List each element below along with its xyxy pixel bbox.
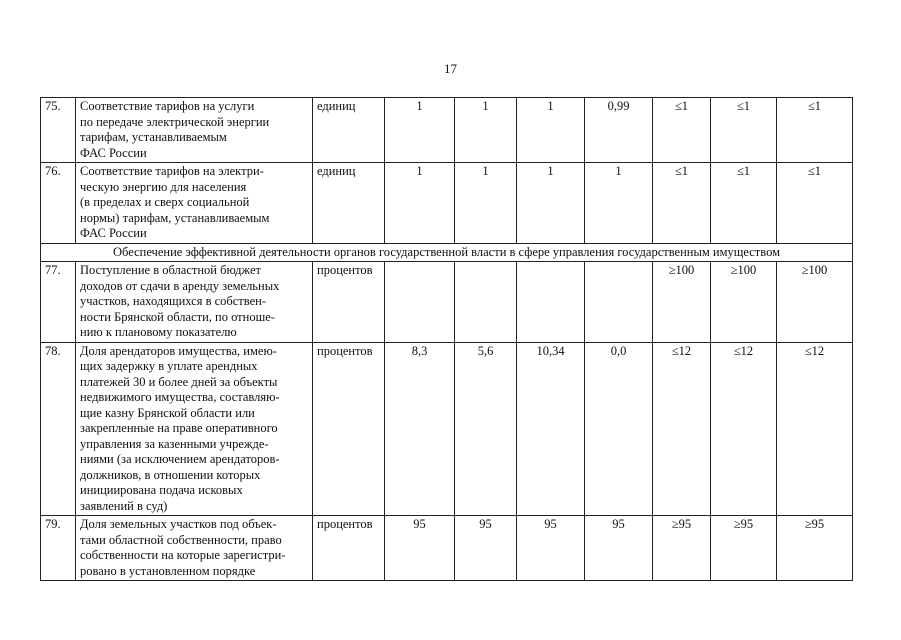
- indicator-name-line: ческую энергию для населения: [80, 179, 247, 194]
- indicator-name: [76, 516, 313, 581]
- value-cell: ≥95: [777, 516, 853, 581]
- indicator-name-line: инициирована подача исковых: [80, 483, 243, 497]
- indicator-name-line: управления за казенными учрежде-: [80, 436, 269, 451]
- value-cell: ≤12: [777, 342, 853, 516]
- value-cell: ≤1: [777, 98, 853, 163]
- indicator-name-line: Соответствие тарифов на электри-: [80, 164, 264, 178]
- value-cell: ≤1: [711, 163, 777, 244]
- indicator-name-line: Доля арендаторов имущества, имею-: [80, 343, 277, 358]
- indicator-name-line: ровано в установленном порядке: [80, 563, 256, 578]
- section-title: Обеспечение эффективной деятельности органов государственной власти в сфере управления государственным имуществом: [41, 243, 853, 262]
- value-cell: ≤1: [711, 98, 777, 163]
- indicator-name-line: ности Брянской области, по отноше-: [80, 309, 275, 324]
- value-cell: ≤12: [653, 342, 711, 516]
- table-row: [41, 163, 853, 244]
- value-cell: 95: [585, 516, 653, 581]
- value-cell: 1: [385, 163, 455, 244]
- value-cell: 8,3: [385, 342, 455, 516]
- unit-cell: процентов: [313, 516, 385, 581]
- indicator-name-line: нию к плановому показателю: [80, 325, 237, 339]
- value-cell: [455, 262, 517, 343]
- value-cell: 1: [517, 98, 585, 163]
- value-cell: 1: [585, 163, 653, 244]
- indicator-name-line: тарифам, устанавливаемым: [80, 130, 227, 144]
- row-number: 76.: [41, 163, 76, 244]
- indicator-name-line: Соответствие тарифов на услуги: [80, 99, 255, 113]
- indicator-name-line: доходов от сдачи в аренду земельных: [80, 278, 280, 293]
- indicator-name-line: заявлений в суд): [80, 498, 168, 513]
- indicators-table: [40, 97, 853, 581]
- value-cell: 1: [385, 98, 455, 163]
- indicator-name-line: участков, находящихся в собствен-: [80, 294, 266, 308]
- page-number: 17: [444, 61, 457, 76]
- indicator-name: [76, 342, 313, 516]
- table-row: [41, 342, 853, 516]
- value-cell: ≥95: [711, 516, 777, 581]
- value-cell: 95: [517, 516, 585, 581]
- row-number: 79.: [41, 516, 76, 581]
- value-cell: ≥100: [653, 262, 711, 343]
- table-row: [41, 262, 853, 343]
- value-cell: 5,6: [455, 342, 517, 516]
- value-cell: [385, 262, 455, 343]
- value-cell: 95: [385, 516, 455, 581]
- section-row: [41, 243, 853, 262]
- indicator-name-line: (в пределах и сверх социальной: [80, 195, 250, 209]
- indicator-name-line: закрепленные на праве оперативного: [80, 421, 278, 435]
- indicator-name-line: щие казну Брянской области или: [80, 405, 255, 420]
- unit-cell: единиц: [313, 98, 385, 163]
- unit-cell: единиц: [313, 163, 385, 244]
- indicator-name: [76, 98, 313, 163]
- value-cell: ≤1: [777, 163, 853, 244]
- indicator-name-line: тами областной собственности, право: [80, 532, 282, 547]
- value-cell: ≥100: [711, 262, 777, 343]
- row-number: 78.: [41, 342, 76, 516]
- value-cell: 1: [455, 163, 517, 244]
- indicator-name-line: недвижимого имущества, составляю-: [80, 390, 280, 404]
- value-cell: 95: [455, 516, 517, 581]
- value-cell: [517, 262, 585, 343]
- unit-cell: процентов: [313, 262, 385, 343]
- value-cell: 1: [517, 163, 585, 244]
- value-cell: ≥100: [777, 262, 853, 343]
- indicator-name-line: платежей 30 и более дней за объекты: [80, 374, 278, 389]
- indicator-name-line: Поступление в областной бюджет: [80, 263, 261, 277]
- indicator-name-line: по передаче электрической энергии: [80, 114, 270, 129]
- indicator-name-line: нормы) тарифам, устанавливаемым: [80, 210, 270, 225]
- value-cell: 0,99: [585, 98, 653, 163]
- value-cell: 0,0: [585, 342, 653, 516]
- indicator-name-line: Доля земельных участков под объек-: [80, 517, 277, 531]
- indicator-name-line: ФАС России: [80, 226, 147, 240]
- row-number: 75.: [41, 98, 76, 163]
- indicator-name-line: должников, в отношении которых: [80, 467, 261, 482]
- indicator-name-line: ниями (за исключением арендаторов-: [80, 452, 280, 466]
- value-cell: 1: [455, 98, 517, 163]
- value-cell: [585, 262, 653, 343]
- value-cell: ≤1: [653, 98, 711, 163]
- row-number: 77.: [41, 262, 76, 343]
- value-cell: ≤12: [711, 342, 777, 516]
- table-row: [41, 98, 853, 163]
- indicator-name-line: собственности на которые зарегистри-: [80, 548, 286, 562]
- table-row: [41, 516, 853, 581]
- indicator-name: [76, 163, 313, 244]
- value-cell: ≥95: [653, 516, 711, 581]
- indicator-name-line: ФАС России: [80, 145, 147, 160]
- indicator-name: [76, 262, 313, 343]
- value-cell: ≤1: [653, 163, 711, 244]
- indicator-name-line: щих задержку в уплате арендных: [80, 359, 258, 373]
- unit-cell: процентов: [313, 342, 385, 516]
- value-cell: 10,34: [517, 342, 585, 516]
